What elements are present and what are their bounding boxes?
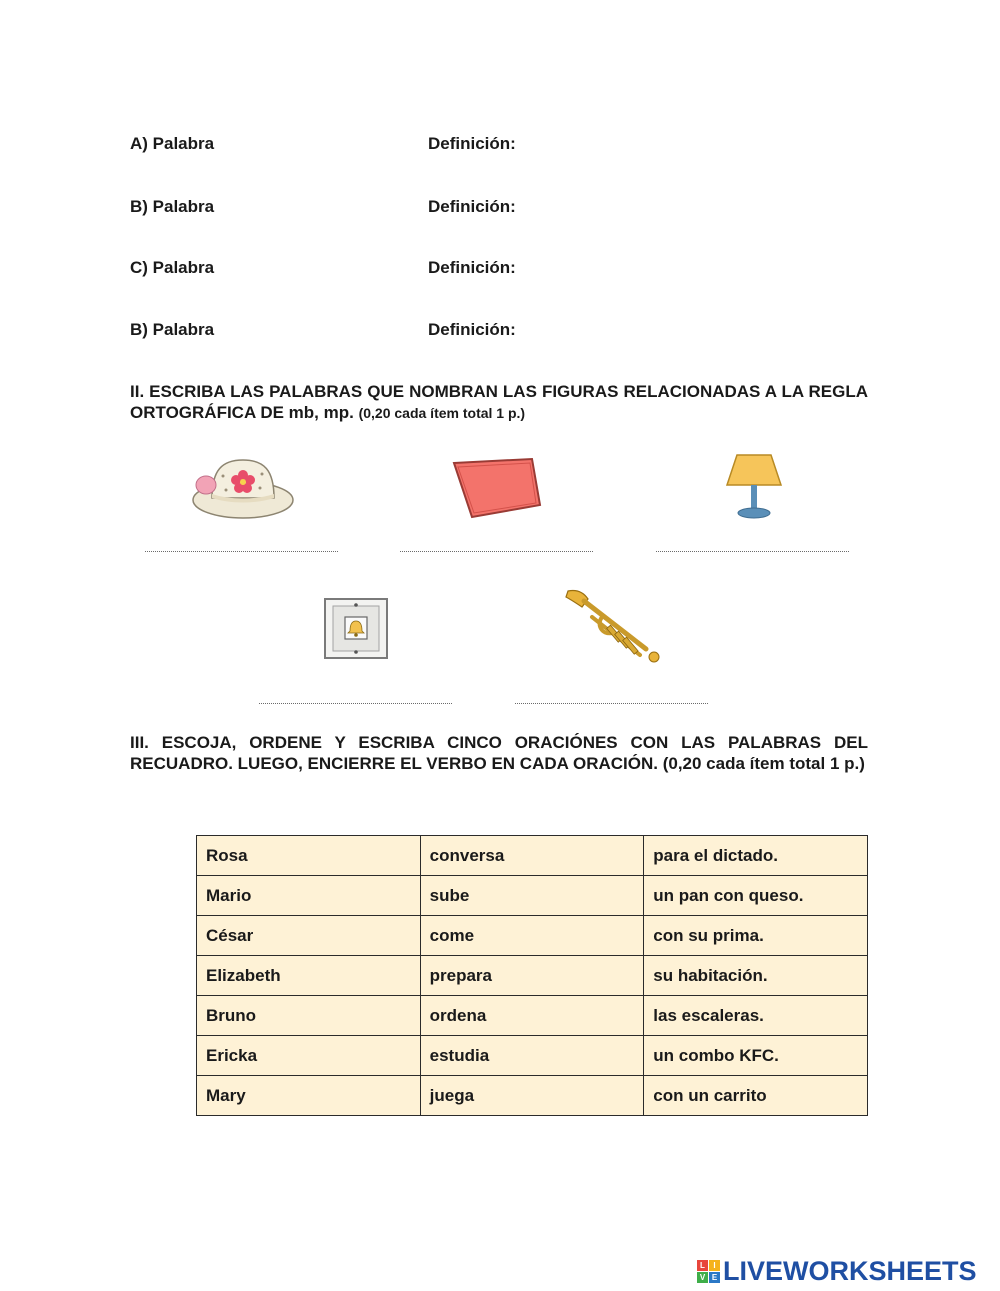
table-cell: un combo KFC.: [644, 1036, 868, 1076]
answer-line-5[interactable]: [515, 703, 708, 704]
word-label: C) Palabra: [130, 258, 215, 277]
liveworksheets-logo: [697, 1255, 977, 1287]
word-label: B) Palabra: [130, 320, 215, 339]
table-cell: Elizabeth: [197, 956, 421, 996]
table-cell: ordena: [420, 996, 644, 1036]
table-cell: su habitación.: [644, 956, 868, 996]
doorbell-icon: [323, 597, 389, 660]
answer-line-4[interactable]: [259, 703, 452, 704]
table-cell: César: [197, 916, 421, 956]
table-cell: come: [420, 916, 644, 956]
cushion-icon: [448, 455, 544, 521]
table-row: [197, 956, 868, 996]
answer-line-3[interactable]: [656, 551, 849, 552]
table-cell: Ericka: [197, 1036, 421, 1076]
table-cell: para el dictado.: [644, 836, 868, 876]
table-row: [197, 1076, 868, 1116]
table-cell: juega: [420, 1076, 644, 1116]
logo-text: LIVEWORKSHEETS: [723, 1255, 977, 1286]
table-cell: con su prima.: [644, 916, 868, 956]
word-table: [196, 835, 868, 1116]
trumpet-icon: [562, 583, 664, 665]
table-cell: Mario: [197, 876, 421, 916]
table-cell: Mary: [197, 1076, 421, 1116]
table-cell: con un carrito: [644, 1076, 868, 1116]
logo-block: L: [697, 1260, 708, 1271]
hat-icon: [190, 452, 296, 524]
table-cell: conversa: [420, 836, 644, 876]
section-2-heading: [130, 381, 868, 424]
word-label: B) Palabra: [130, 197, 215, 216]
table-row: [197, 916, 868, 956]
logo-blocks-icon: [697, 1260, 720, 1283]
section-2-score: (0,20 cada ítem total 1 p.): [358, 405, 526, 421]
table-cell: Bruno: [197, 996, 421, 1036]
table-row: [197, 836, 868, 876]
section-2-heading-text: II. ESCRIBA LAS PALABRAS QUE NOMBRAN LAS FIGURAS RELACIONADAS A LA REGLA ORTOGRÁFICA DE mb, mp.: [130, 382, 868, 422]
logo-block: V: [697, 1272, 708, 1283]
table-cell: prepara: [420, 956, 644, 996]
table-cell: sube: [420, 876, 644, 916]
definition-label: Definición:: [428, 320, 516, 339]
table-row: [197, 876, 868, 916]
table-cell: las escaleras.: [644, 996, 868, 1036]
section-3-heading: [130, 732, 868, 774]
answer-line-1[interactable]: [145, 551, 338, 552]
definition-label: Definición:: [428, 134, 516, 153]
lamp-icon: [723, 451, 785, 521]
table-cell: Rosa: [197, 836, 421, 876]
section-3-heading-text: III. ESCOJA, ORDENE Y ESCRIBA CINCO ORACIÓNES CON LAS PALABRAS DEL RECUADRO. LUEGO, ENCIERRE EL VERBO EN CADA ORACIÓN. (0,20 cada ítem total 1 p.): [130, 733, 868, 773]
definition-label: Definición:: [428, 258, 516, 277]
word-label: A) Palabra: [130, 134, 215, 153]
table-row: [197, 996, 868, 1036]
table-row: [197, 1036, 868, 1076]
logo-block: I: [709, 1260, 720, 1271]
logo-block: E: [709, 1272, 720, 1283]
table-cell: un pan con queso.: [644, 876, 868, 916]
definition-label: Definición:: [428, 197, 516, 216]
answer-line-2[interactable]: [400, 551, 593, 552]
table-cell: estudia: [420, 1036, 644, 1076]
